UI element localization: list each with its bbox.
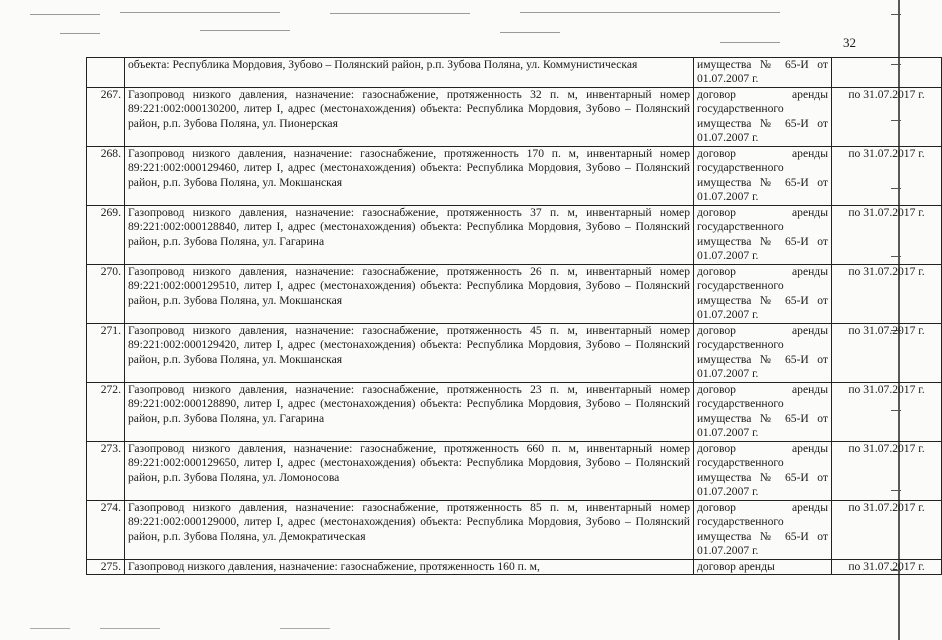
row-basis: договор аренды государственного имущества № 65-И от 01.07.2007 г. [694, 264, 832, 323]
scan-artifact-top [0, 0, 905, 52]
row-number [87, 58, 125, 88]
row-number: 273. [87, 441, 125, 500]
row-term [832, 58, 942, 88]
table-row [87, 500, 942, 559]
row-term: по 31.07.2017 г. [832, 382, 942, 441]
row-description: объекта: Республика Мордовия, Зубово – Полянский район, р.п. Зубова Поляна, ул. Коммунистическая [125, 58, 694, 88]
row-basis: договор аренды государственного имущества № 65-И от 01.07.2007 г. [694, 441, 832, 500]
table-row [87, 146, 942, 205]
table-row [87, 441, 942, 500]
row-term: по 31.07.2017 г. [832, 323, 942, 382]
row-term: по 31.07.2017 г. [832, 441, 942, 500]
table-row [87, 559, 942, 574]
row-number: 270. [87, 264, 125, 323]
table-row-continued [87, 58, 942, 88]
row-description: Газопровод низкого давления, назначение: газоснабжение, протяженность 45 п. м, инвентарный номер 89:221:002:000129420, литер I, адрес (местонахождения) объекта: Республика Мордовия, Зубово – Полянский район, р.п. Зубова Поляна, ул. Мокшанская [125, 323, 694, 382]
row-basis: договор аренды государственного имущества № 65-И от 01.07.2007 г. [694, 205, 832, 264]
table-row [87, 264, 942, 323]
page-number: 32 [843, 35, 856, 50]
row-description: Газопровод низкого давления, назначение: газоснабжение, протяженность 85 п. м, инвентарный номер 89:221:002:000129000, литер I, адрес (местонахождения) объекта: Республика Мордовия, Зубово – Полянский район, р.п. Зубова Поляна, ул. Демократическая [125, 500, 694, 559]
table-row [87, 382, 942, 441]
row-basis: договор аренды государственного имущества № 65-И от 01.07.2007 г. [694, 323, 832, 382]
row-description: Газопровод низкого давления, назначение: газоснабжение, протяженность 160 п. м, [125, 559, 694, 574]
row-term: по 31.07.2017 г. [832, 146, 942, 205]
row-basis: договор аренды государственного имущества № 65-И от 01.07.2007 г. [694, 382, 832, 441]
row-number: 274. [87, 500, 125, 559]
row-basis: договор аренды [694, 559, 832, 574]
table-row [87, 205, 942, 264]
table-row [87, 323, 942, 382]
row-number: 268. [87, 146, 125, 205]
table-row [87, 87, 942, 146]
row-basis: договор аренды государственного имущества № 65-И от 01.07.2007 г. [694, 500, 832, 559]
row-description: Газопровод низкого давления, назначение: газоснабжение, протяженность 170 п. м, инвентарный номер 89:221:002:000129460, литер I, адрес (местонахождения) объекта: Республика Мордовия, Зубово – Полянский район, р.п. Зубова Поляна, ул. Мокшанская [125, 146, 694, 205]
scan-artifact-bottom [30, 628, 430, 629]
row-number: 272. [87, 382, 125, 441]
row-term: по 31.07.2017 г. [832, 500, 942, 559]
row-term: по 31.07.2017 г. [832, 87, 942, 146]
row-basis: договор аренды государственного имущества № 65-И от 01.07.2007 г. [694, 87, 832, 146]
row-term: по 31.07.2017 г. [832, 205, 942, 264]
row-description: Газопровод низкого давления, назначение: газоснабжение, протяженность 32 п. м, инвентарный номер 89:221:002:000130200, литер I, адрес (местонахождения) объекта: Республика Мордовия, Зубово – Полянский район, р.п. Зубова Поляна, ул. Пионерская [125, 87, 694, 146]
row-description: Газопровод низкого давления, назначение: газоснабжение, протяженность 23 п. м, инвентарный номер 89:221:002:000128890, литер I, адрес (местонахождения) объекта: Республика Мордовия, Зубово – Полянский район, р.п. Зубова Поляна, ул. Гагарина [125, 382, 694, 441]
row-number: 271. [87, 323, 125, 382]
row-basis: имущества № 65-И от 01.07.2007 г. [694, 58, 832, 88]
row-description: Газопровод низкого давления, назначение: газоснабжение, протяженность 26 п. м, инвентарный номер 89:221:002:000129510, литер I, адрес (местонахождения) объекта: Республика Мордовия, Зубово – Полянский район, р.п. Зубова Поляна, ул. Мокшанская [125, 264, 694, 323]
row-term: по 31.07.2017 г. [832, 264, 942, 323]
property-table [86, 57, 942, 575]
row-number: 269. [87, 205, 125, 264]
row-description: Газопровод низкого давления, назначение: газоснабжение, протяженность 37 п. м, инвентарный номер 89:221:002:000128840, литер I, адрес (местонахождения) объекта: Республика Мордовия, Зубово – Полянский район, р.п. Зубова Поляна, ул. Гагарина [125, 205, 694, 264]
row-description: Газопровод низкого давления, назначение: газоснабжение, протяженность 660 п. м, инвентарный номер 89:221:002:000129650, литер I, адрес (местонахождения) объекта: Республика Мордовия, Зубово – Полянский район, р.п. Зубова Поляна, ул. Ломоносова [125, 441, 694, 500]
row-term: по 31.07.2017 г. [832, 559, 942, 574]
row-number: 267. [87, 87, 125, 146]
row-basis: договор аренды государственного имущества № 65-И от 01.07.2007 г. [694, 146, 832, 205]
row-number: 275. [87, 559, 125, 574]
